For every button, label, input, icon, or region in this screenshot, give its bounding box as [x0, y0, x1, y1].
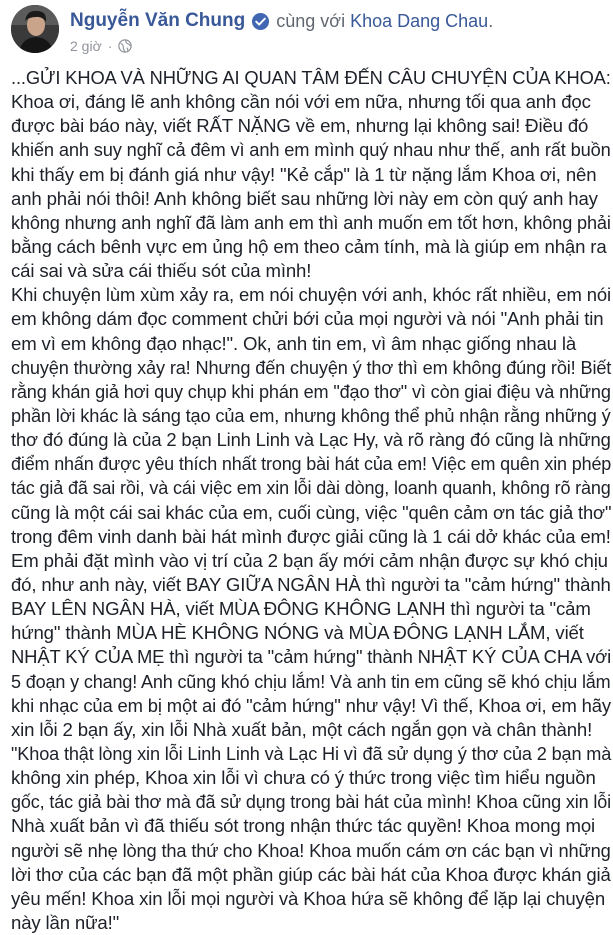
post-text-line: này lần nữa!" [11, 911, 120, 933]
post-text-line: gốc, tác giả bài thơ mà đã sử dụng trong bài hát của mình! Khoa cũng xin lỗi [11, 791, 611, 813]
globe-icon[interactable] [118, 39, 132, 53]
author-name-link[interactable]: Nguyễn Văn Chung [70, 10, 246, 31]
post-text-line: yêu mến! Khoa xin lỗi mọi người và Khoa hứa sẽ không để lặp lại chuyện [11, 887, 606, 909]
post-text-line: Nhà xuất bản vì đã thiếu sót trong nhận thức tác quyền! Khoa mong mọi [11, 815, 596, 837]
post-text-line: người sẽ nhẹ lòng tha thứ cho Khoa! Khoa muốn cám ơn các bạn vì những [11, 839, 611, 861]
post-text-line: khi thấy em bị đánh giá như vậy! "Kẻ cắp" là 1 từ nặng lắm Khoa ơi, nên [11, 163, 597, 185]
post-text-line: khiến anh suy nghĩ cả đêm vì anh em mình quý nhau như thế, anh rất buồn [11, 139, 611, 161]
meta-separator: · [107, 38, 113, 54]
post-text-line: em vì em không đạo nhạc!". Ok, anh tin em, vì âm nhạc giống nhau là [11, 332, 577, 354]
post-header [70, 9, 493, 33]
tagged-person-link[interactable]: Khoa Dang Chau [350, 10, 489, 31]
post-text-line: trong đêm vinh danh bài hát mình được giải cũng là 1 cái dở khác của em! [11, 525, 611, 547]
post-text-line: không xin phép, Khoa xin lỗi vì chưa có ý thức trong việc tìm hiểu nguồn [11, 767, 596, 789]
post-text-line: hứng" thành MÙA HÈ KHÔNG NÓNG và MÙA ĐÔNG LẠNH LẮM, viết [11, 622, 584, 644]
post-text-line: 5 đoạn y chang! Anh cũng khó chịu lắm! Và anh tin em cũng sẽ khó chịu lắm [11, 670, 611, 692]
post-text-line: điểm nhấn được yêu thích nhất trong bài hát của em! Việc em quên xin phép [11, 453, 612, 475]
with-text: cùng với [276, 10, 346, 31]
post-text-line: đó, như anh này, viết BAY GIỮA NGÂN HÀ thì người ta "cảm hứng" thành [11, 573, 611, 595]
post-text-line: thơ đó đúng là của 2 bạn Linh Linh và Lạc Hy, và rõ ràng đó cũng là những [11, 429, 611, 451]
post-text-line: "Khoa thật lòng xin lỗi Linh Linh và Lạc Hi vì đã sử dụng ý thơ của 2 bạn mà [11, 742, 612, 764]
post-text-line: bằng cách bênh vực em ủng hộ em theo cảm tính, mà là giúp em nhận ra [11, 235, 607, 257]
post-text-line: Khoa ơi, đáng lẽ anh không cần nói với em nữa, nhưng tối qua anh đọc [11, 91, 591, 113]
post-text-line: anh phải nói thôi! Anh không biết sau những lời này em còn quý anh hay [11, 187, 598, 209]
post-text [11, 66, 611, 935]
post-meta [70, 37, 132, 55]
post-text-line: xin lỗi 2 bạn ấy, xin lỗi Nhà xuất bản, một cách ngắn gọn và chân thành! [11, 718, 593, 740]
post-text-line: lời thơ của các bạn đã một phần giúp các bài hát của Khoa được khán giả [11, 863, 611, 885]
post-text-line: khi nhạc của em bị một ai đó "cảm hứng" như vậy! Vì thế, Khoa ơi, em hãy [11, 694, 611, 716]
post-text-line: Khi chuyện lùm xùm xảy ra, em nói chuyện với anh, khóc rất nhiều, em nói [11, 284, 611, 306]
post-text-line: được bài báo này, viết RẤT NẶNG về em, nhưng lại không sai! Điều đó [11, 115, 589, 137]
post-text-line: NHẬT KÝ CỦA MẸ thì người ta "cảm hứng" thành NHẬT KÝ CỦA CHA với [11, 646, 612, 668]
post-text-line: chuyện thường xảy ra! Nhưng đến chuyện ý thơ thì em không đúng rồi! Biết [11, 356, 612, 378]
post-text-line: BAY LÊN NGÂN HÀ, viết MÙA ĐÔNG KHÔNG LẠNH thì người ta "cảm [11, 598, 591, 620]
avatar-image [11, 5, 59, 53]
post-timestamp[interactable]: 2 giờ [70, 38, 102, 54]
post-text-line: em không dám đọc comment chửi bới của mọi người và nói "Anh phải tin [11, 308, 604, 330]
post-text-line: phần lời khác là sáng tạo của em, nhưng không thể phủ nhận rằng những ý [11, 404, 611, 426]
header-period: . [488, 10, 494, 31]
post-text-line: cũng là một cái sai khác của em, cuối cùng, việc "quên cảm ơn tác giả thơ" [11, 501, 612, 523]
post-text-line: ...GỬI KHOA VÀ NHỮNG AI QUAN TÂM ĐẾN CÂU CHUYỆN CỦA KHOA: [11, 67, 611, 88]
author-avatar[interactable] [11, 5, 59, 53]
post-text-line: cái sai và sửa cái thiếu sót của mình! [11, 260, 312, 282]
post-text-line: tác giả đã sai rồi, và cái việc em xin lỗi dài dòng, loanh quanh, không rõ ràng [11, 477, 611, 499]
post-text-line: rằng khán giả hơi quy chụp khi phán em "đạo thơ" vì còn giai điệu và những [11, 380, 611, 402]
post-text-line: không nhưng anh nghĩ đã làm anh em thì anh muốn em tốt hơn, không phải [11, 211, 611, 233]
verified-badge-icon [251, 12, 270, 31]
post-text-line: Em phải đặt mình vào vị trí của 2 bạn ấy mới cảm nhận được sự khó chịu [11, 549, 608, 571]
